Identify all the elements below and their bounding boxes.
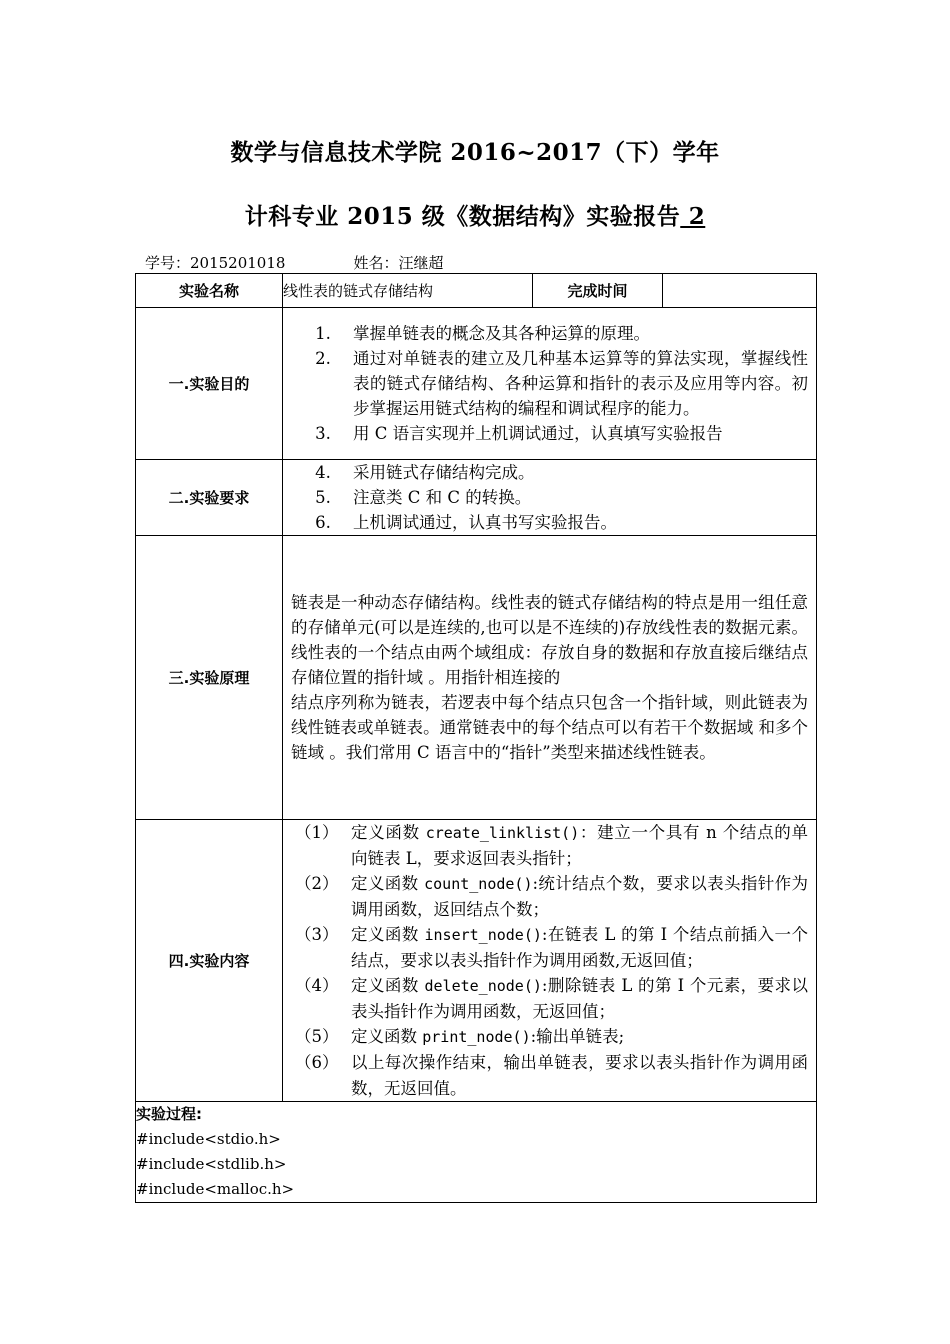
report-number: 2 bbox=[680, 203, 706, 230]
list-item: 2. 通过对单链表的建立及几种基本运算等的算法实现，掌握线性表的链式存储结构、各种运算和指针的表示及应用等内容。初步掌握运用链式结构的编程和调试程序的能力。 bbox=[315, 349, 808, 418]
code-line: #include<stdio.h> bbox=[136, 1130, 281, 1148]
report-table bbox=[135, 273, 817, 1203]
requirements-label: 二.实验要求 bbox=[136, 460, 283, 536]
list-item: （2） 定义函数 count_node():统计结点个数，要求以表头指针作为调用函数，返回结点个数； bbox=[295, 874, 808, 919]
list-item: （5） 定义函数 print_node():输出单链表; bbox=[295, 1027, 625, 1046]
process-row bbox=[136, 1102, 817, 1203]
experiment-name-value: 线性表的链式存储结构 bbox=[283, 274, 533, 308]
list-item: （3） 定义函数 insert_node():在链表 L 的第 I 个结点前插入一个结点，要求以表头指针作为调用函数,无返回值； bbox=[295, 925, 808, 970]
code-line: #include<stdlib.h> bbox=[136, 1155, 287, 1173]
principle-row bbox=[136, 536, 817, 820]
report-title-main: 计科专业 2015 级《数据结构》实验报告 bbox=[244, 203, 681, 230]
principle-paragraph-2: 结点序列称为链表，若逻表中每个结点只包含一个指针域，则此链表为线性链表或单链表。通常链表中的每个结点可以有若干个数据域 和多个链域 。我们常用 C 语言中的“指针”类型来描述线性链表。 bbox=[291, 693, 808, 762]
purpose-content bbox=[283, 308, 817, 460]
purpose-row bbox=[136, 308, 817, 460]
code-line: #include<malloc.h> bbox=[136, 1180, 295, 1198]
report-title-line1: 数学与信息技术学院 2016~2017（下）学年 bbox=[230, 139, 720, 166]
completion-time-label: 完成时间 bbox=[533, 274, 663, 308]
list-item: 4. 采用链式存储结构完成。 bbox=[315, 463, 535, 482]
content-label: 四.实验内容 bbox=[136, 820, 283, 1102]
principle-label: 三.实验原理 bbox=[136, 536, 283, 820]
report-title-line2 bbox=[0, 198, 950, 231]
requirements-row bbox=[136, 460, 817, 536]
content-row bbox=[136, 820, 817, 1102]
list-item: 3. 用 C 语言实现并上机调试通过，认真填写实验报告 bbox=[315, 424, 723, 443]
requirements-content bbox=[283, 460, 817, 536]
purpose-label: 一.实验目的 bbox=[136, 308, 283, 460]
principle-paragraph-1: 链表是一种动态存储结构。线性表的链式存储结构的特点是用一组任意的存储单元(可以是连续的,也可以是不连续的)存放线性表的数据元素。线性表的一个结点由两个域组成：存放自身的数据和存放直接后继结点存储位置的指针域 。用指针相连接的 bbox=[291, 593, 808, 687]
list-item: 1. 掌握单链表的概念及其各种运算的原理。 bbox=[315, 324, 650, 343]
student-info bbox=[145, 252, 443, 273]
list-item: 5. 注意类 C 和 C 的转换。 bbox=[315, 488, 532, 507]
list-item: （6） 以上每次操作结束，输出单链表，要求以表头指针作为调用函数，无返回值。 bbox=[295, 1053, 808, 1098]
content-content bbox=[283, 820, 817, 1102]
list-item: （1） 定义函数 create_linklist()：建立一个具有 n 个结点的单向链表 L，要求返回表头指针； bbox=[295, 823, 808, 868]
principle-content bbox=[283, 536, 817, 820]
student-name: 姓名：汪继超 bbox=[353, 254, 444, 272]
list-item: （4） 定义函数 delete_node():删除链表 L 的第 I 个元素，要求以表头指针作为调用函数，无返回值； bbox=[295, 976, 808, 1021]
student-id: 学号：2015201018 bbox=[145, 254, 286, 272]
process-content bbox=[136, 1102, 817, 1203]
experiment-name-label: 实验名称 bbox=[136, 274, 283, 308]
experiment-name-row bbox=[136, 274, 817, 308]
completion-time-value bbox=[663, 274, 817, 308]
process-label: 实验过程: bbox=[136, 1105, 202, 1123]
list-item: 6. 上机调试通过，认真书写实验报告。 bbox=[315, 513, 617, 532]
